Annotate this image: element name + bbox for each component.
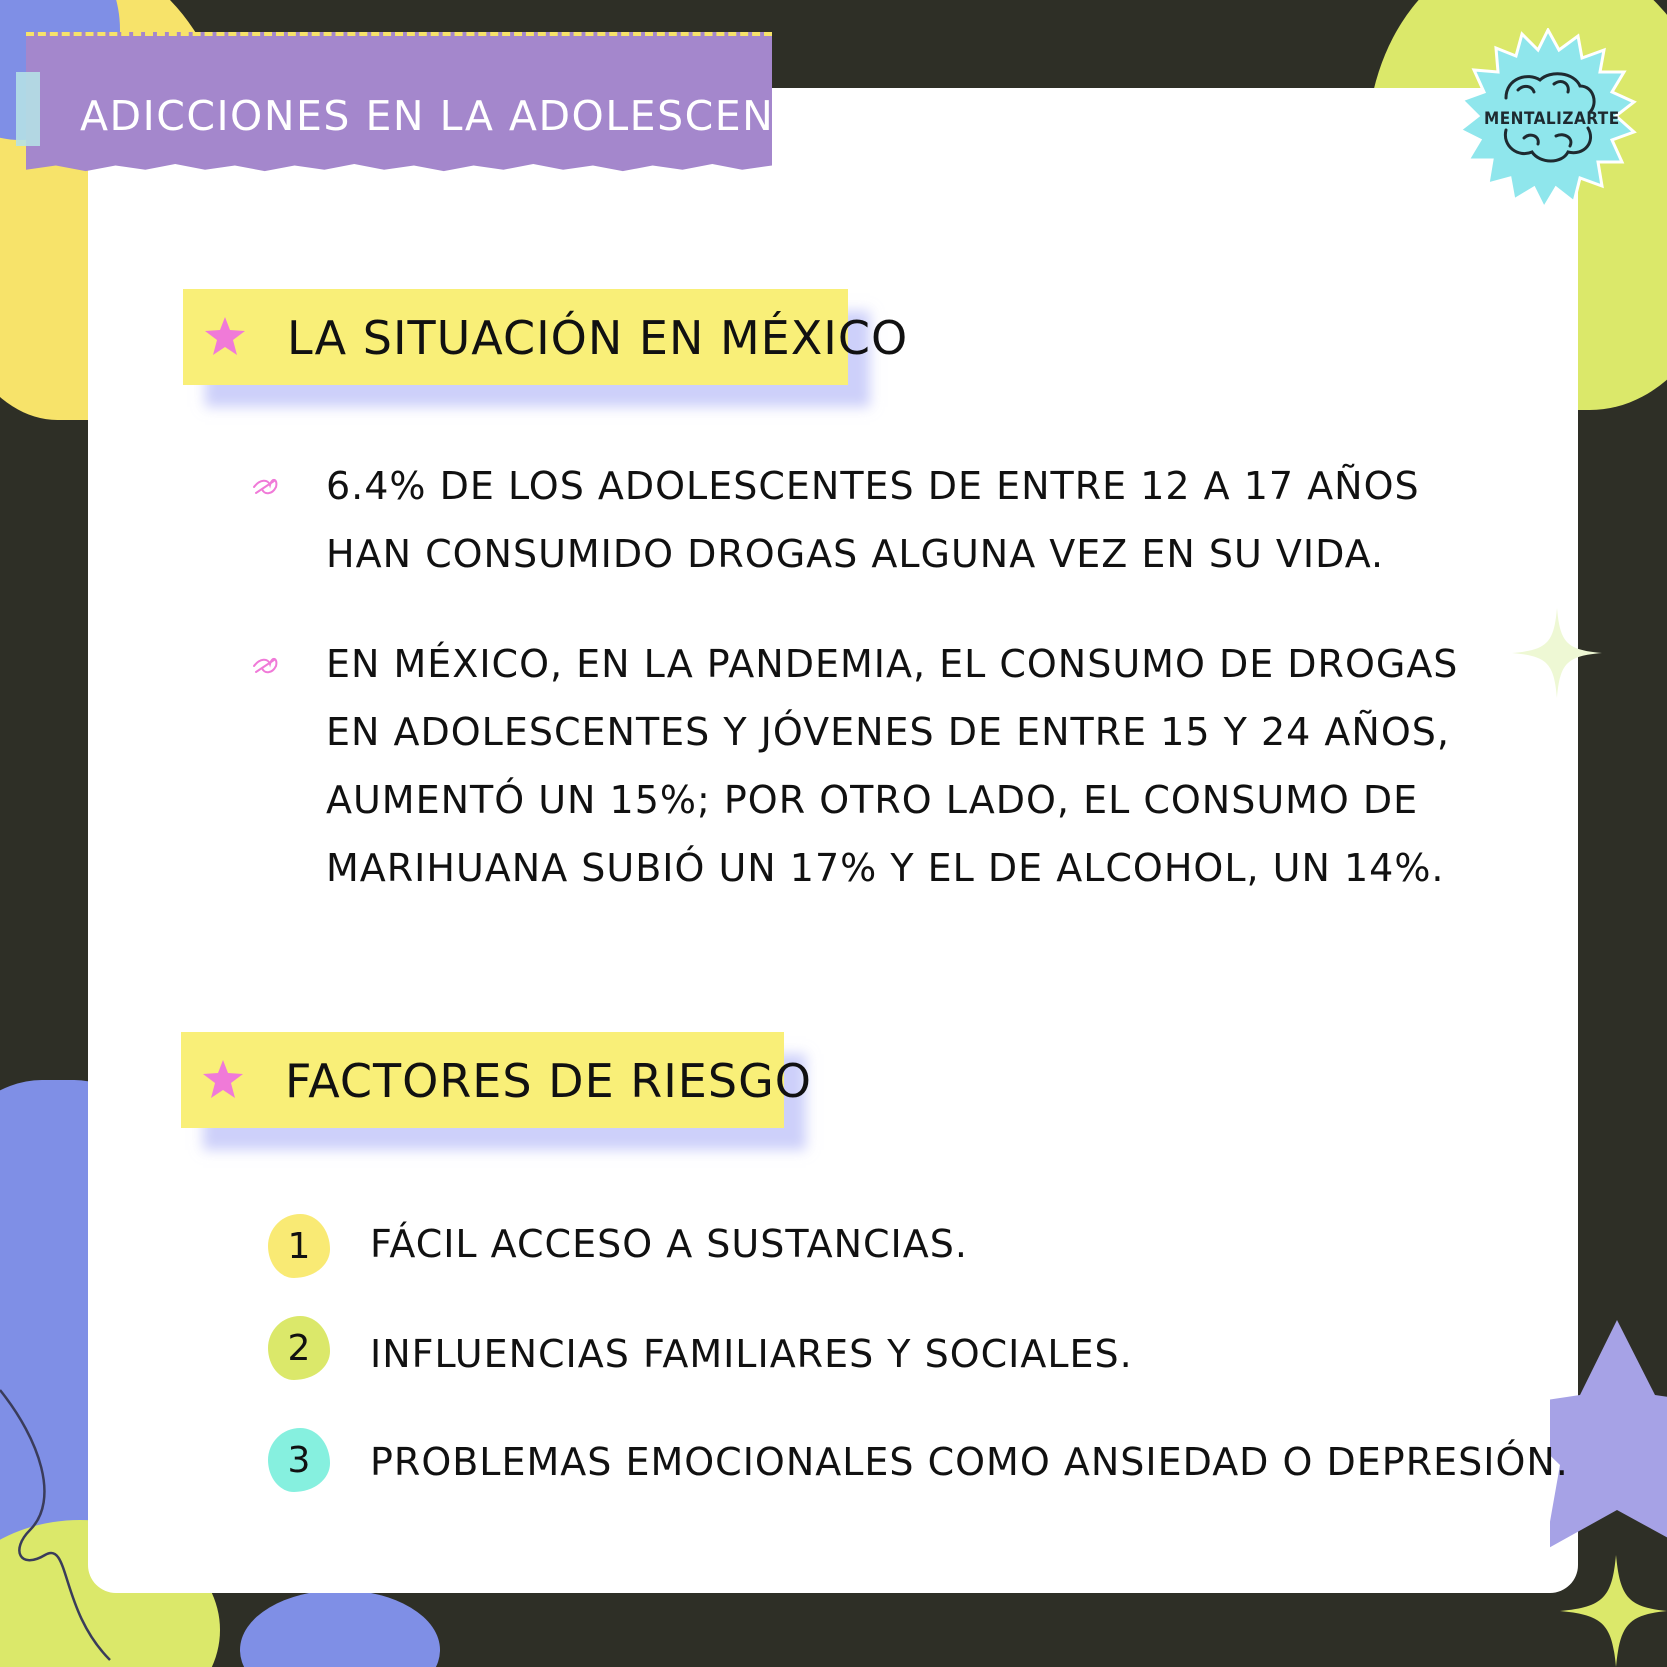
star-lavender-icon (1550, 1315, 1667, 1555)
section-heading-situacion (183, 289, 909, 385)
number-badge-1: 1 (268, 1214, 330, 1278)
section-heading-factores (181, 1032, 812, 1128)
stat-paragraph-2 (326, 630, 1458, 902)
squiggle-line (0, 1380, 120, 1667)
sparkle-lime-icon (1560, 1555, 1667, 1667)
sparkle-icon (1512, 608, 1602, 698)
tape-strip (16, 72, 40, 146)
paragraph-line: HAN CONSUMIDO DROGAS ALGUNA VEZ EN SU VIDA. (326, 532, 1385, 576)
page-title: ADICCIONES EN LA ADOLESCENCIA (80, 92, 848, 140)
doodle-flower-icon (250, 473, 280, 499)
risk-factor-3: PROBLEMAS EMOCIONALES COMO ANSIEDAD O DEPRESIÓN. (370, 1440, 1569, 1484)
logo-text: MENTALIZARTE (1484, 109, 1620, 129)
doodle-flower-icon (250, 652, 280, 678)
stat-paragraph-1 (326, 452, 1420, 588)
risk-factor-2: INFLUENCIAS FAMILIARES Y SOCIALES. (370, 1332, 1133, 1376)
paragraph-line: MARIHUANA SUBIÓ UN 17% Y EL DE ALCOHOL, UN 14%. (326, 846, 1445, 890)
paint-splash-blue-small (240, 1590, 440, 1667)
paragraph-line: 6.4% DE LOS ADOLESCENTES DE ENTRE 12 A 17 AÑOS (326, 464, 1420, 508)
paragraph-line: AUMENTÓ UN 15%; POR OTRO LADO, EL CONSUMO DE (326, 778, 1419, 822)
number-badge-3: 3 (268, 1428, 330, 1492)
star-icon (201, 1058, 245, 1100)
number-badge-2: 2 (268, 1316, 330, 1380)
paragraph-line: EN MÉXICO, EN LA PANDEMIA, EL CONSUMO DE DROGAS (326, 642, 1459, 686)
section-heading-text: LA SITUACIÓN EN MÉXICO (287, 311, 909, 365)
paragraph-line: EN ADOLESCENTES Y JÓVENES DE ENTRE 15 Y 24 AÑOS, (326, 710, 1450, 754)
risk-factor-1: FÁCIL ACCESO A SUSTANCIAS. (370, 1222, 968, 1266)
star-icon (203, 315, 247, 357)
section-heading-text: FACTORES DE RIESGO (285, 1054, 812, 1108)
